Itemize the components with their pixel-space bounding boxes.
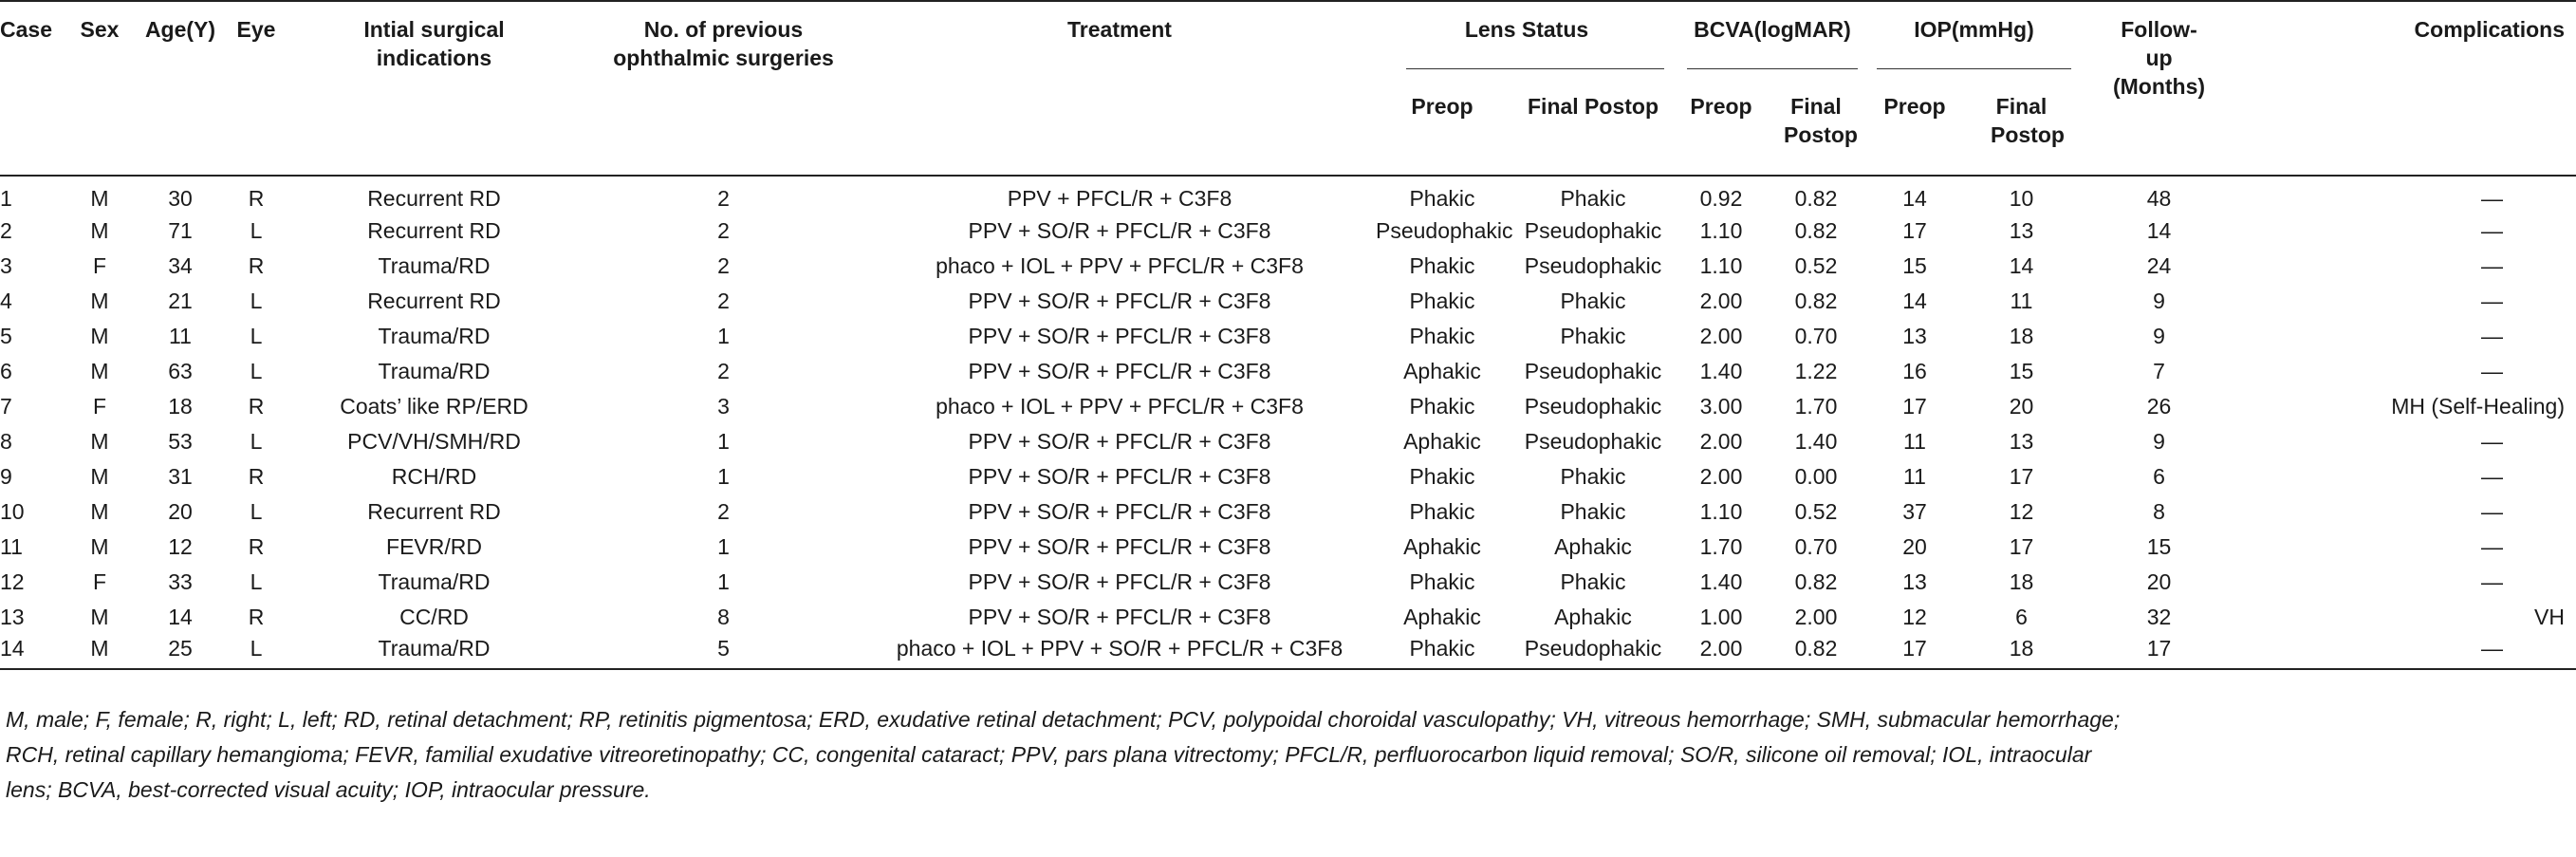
cell-lens-final-postop: Pseudophakic xyxy=(1524,217,1662,243)
cell-bcva-final-postop: 1.22 xyxy=(1794,358,1838,383)
cell-iop-preop: 20 xyxy=(1902,533,1927,559)
cell-followup: 15 xyxy=(2146,533,2172,559)
cell-bcva-preop: 1.40 xyxy=(1699,568,1743,594)
table-row xyxy=(0,423,2576,458)
cell-treatment: PPV + SO/R + PFCL/R + C3F8 xyxy=(968,498,1271,524)
cell-treatment: phaco + IOL + PPV + PFCL/R + C3F8 xyxy=(936,393,1304,419)
cell-bcva-preop: 1.10 xyxy=(1699,498,1743,524)
cell-sex: M xyxy=(90,323,109,348)
cell-treatment: PPV + SO/R + PFCL/R + C3F8 xyxy=(968,323,1271,348)
cell-bcva-preop: 1.70 xyxy=(1699,533,1743,559)
cell-indication: Trauma/RD xyxy=(378,358,491,383)
cell-lens-preop: Phakic xyxy=(1409,186,1475,211)
cell-eye: L xyxy=(250,323,263,348)
table-header xyxy=(0,1,2576,176)
cell-followup: 24 xyxy=(2146,252,2172,278)
cell-treatment: PPV + SO/R + PFCL/R + C3F8 xyxy=(968,568,1271,594)
cell-case: 14 xyxy=(0,634,66,669)
cell-case: 11 xyxy=(0,533,23,559)
cell-indication: Trauma/RD xyxy=(378,252,491,278)
table-row xyxy=(0,529,2576,564)
cell-complications: — xyxy=(2481,288,2503,313)
cell-followup: 26 xyxy=(2146,393,2172,419)
cell-lens-final-postop: Phakic xyxy=(1560,288,1626,313)
cell-case: 10 xyxy=(0,498,25,524)
table-row xyxy=(0,353,2576,388)
cell-bcva-preop: 2.00 xyxy=(1699,323,1743,348)
table-row xyxy=(0,494,2576,529)
header-eye: Eye xyxy=(228,1,285,176)
cell-bcva-final-postop: 0.82 xyxy=(1794,288,1838,313)
cell-eye: R xyxy=(248,463,265,489)
cell-lens-final-postop: Pseudophakic xyxy=(1524,252,1662,278)
cell-sex: M xyxy=(90,217,109,243)
cell-sex: M xyxy=(90,358,109,383)
header-iop-final-postop: Final Postop xyxy=(1962,69,2081,176)
header-treatment: Treatment xyxy=(863,1,1376,176)
cell-followup: 20 xyxy=(2146,568,2172,594)
header-complications: Complications xyxy=(2237,1,2576,176)
cell-bcva-preop: 1.00 xyxy=(1699,604,1743,629)
header-case: Case xyxy=(0,1,66,176)
cell-bcva-preop: 2.00 xyxy=(1677,634,1765,669)
cell-lens-preop: Phakic xyxy=(1409,252,1475,278)
group-divider xyxy=(1687,68,1858,69)
cell-iop-final-postop: 6 xyxy=(2015,604,2028,629)
cell-age: 30 xyxy=(168,186,193,211)
cell-iop-final-postop: 12 xyxy=(2009,498,2034,524)
cell-iop-final-postop: 13 xyxy=(2009,428,2034,454)
cell-lens-preop: Aphakic xyxy=(1403,533,1481,559)
cell-treatment: PPV + SO/R + PFCL/R + C3F8 xyxy=(968,604,1271,629)
cell-treatment: PPV + SO/R + PFCL/R + C3F8 xyxy=(968,428,1271,454)
cell-treatment: PPV + SO/R + PFCL/R + C3F8 xyxy=(968,463,1271,489)
cell-complications: — xyxy=(2237,634,2576,669)
cell-bcva-preop: 0.92 xyxy=(1699,186,1743,211)
cell-indication: RCH/RD xyxy=(391,463,477,489)
cell-lens-preop: Phakic xyxy=(1409,393,1475,419)
cell-lens-preop: Aphakic xyxy=(1403,428,1481,454)
cell-previous-surgeries: 5 xyxy=(584,634,863,669)
cell-age: 34 xyxy=(168,252,193,278)
cell-previous-surgeries: 1 xyxy=(717,533,730,559)
cell-iop-preop: 16 xyxy=(1902,358,1927,383)
cell-sex: F xyxy=(92,568,107,594)
cell-bcva-final-postop: 0.00 xyxy=(1794,463,1838,489)
cell-bcva-preop: 3.00 xyxy=(1699,393,1743,419)
cell-iop-preop: 13 xyxy=(1902,568,1927,594)
cell-bcva-preop: 2.00 xyxy=(1699,288,1743,313)
table-row xyxy=(0,564,2576,599)
cell-complications: — xyxy=(2481,463,2503,489)
cell-iop-preop: 15 xyxy=(1902,252,1927,278)
cell-lens-final-postop: Phakic xyxy=(1560,498,1626,524)
table-footnote xyxy=(6,702,2567,808)
cell-age: 53 xyxy=(168,428,193,454)
cell-age: 25 xyxy=(133,634,228,669)
header-followup: Follow-up (Months) xyxy=(2081,1,2237,176)
cell-followup: 9 xyxy=(2153,428,2165,454)
table-row xyxy=(0,213,2576,248)
cell-lens-final-postop: Pseudophakic xyxy=(1524,428,1662,454)
cell-treatment: PPV + SO/R + PFCL/R + C3F8 xyxy=(968,358,1271,383)
cell-bcva-preop: 2.00 xyxy=(1699,428,1743,454)
cell-lens-preop: Phakic xyxy=(1409,323,1475,348)
cell-eye: R xyxy=(248,252,265,278)
cell-lens-preop: Phakic xyxy=(1409,498,1475,524)
header-iop xyxy=(1867,1,2081,69)
cell-complications: — xyxy=(2481,428,2503,454)
cell-sex: M xyxy=(90,533,109,559)
cell-iop-preop: 12 xyxy=(1902,604,1927,629)
header-bcva-preop: Preop xyxy=(1677,69,1765,176)
cell-iop-final-postop: 11 xyxy=(2010,288,2033,313)
cell-case: 5 xyxy=(0,323,12,348)
cell-iop-final-postop: 20 xyxy=(2009,393,2034,419)
cell-eye: L xyxy=(250,568,263,594)
cell-bcva-final-postop: 0.52 xyxy=(1794,252,1838,278)
cell-previous-surgeries: 2 xyxy=(717,252,730,278)
cell-complications: — xyxy=(2481,498,2503,524)
cell-followup: 6 xyxy=(2153,463,2165,489)
cell-previous-surgeries: 2 xyxy=(717,186,730,211)
cell-indication: FEVR/RD xyxy=(386,533,482,559)
table-row xyxy=(0,634,2576,669)
cell-lens-final-postop: Pseudophakic xyxy=(1524,393,1662,419)
cell-lens-final-postop: Pseudophakic xyxy=(1509,634,1677,669)
cell-sex: M xyxy=(90,498,109,524)
cell-indication: PCV/VH/SMH/RD xyxy=(347,428,521,454)
cell-sex: M xyxy=(90,186,109,211)
cell-age: 71 xyxy=(168,217,193,243)
cell-previous-surgeries: 1 xyxy=(717,568,730,594)
cell-sex: F xyxy=(92,252,107,278)
cell-eye: L xyxy=(250,217,263,243)
header-age: Age(Y) xyxy=(133,1,228,176)
cell-treatment: phaco + IOL + PPV + PFCL/R + C3F8 xyxy=(936,252,1304,278)
cell-lens-final-postop: Aphakic xyxy=(1554,604,1632,629)
cell-lens-preop: Aphakic xyxy=(1403,358,1481,383)
cell-complications: VH xyxy=(2534,604,2565,629)
cell-sex: M xyxy=(90,463,109,489)
table-row xyxy=(0,283,2576,318)
cell-case: 12 xyxy=(0,568,25,594)
cell-age: 20 xyxy=(168,498,193,524)
cell-iop-final-postop: 18 xyxy=(2009,323,2034,348)
cell-eye: R xyxy=(248,186,265,211)
table-row xyxy=(0,176,2576,213)
cell-eye: L xyxy=(250,428,263,454)
cell-treatment: phaco + IOL + PPV + SO/R + PFCL/R + C3F8 xyxy=(863,634,1376,669)
cell-case: 4 xyxy=(0,288,12,313)
cell-eye: R xyxy=(248,604,265,629)
cell-lens-preop: Phakic xyxy=(1409,568,1475,594)
cell-treatment: PPV + SO/R + PFCL/R + C3F8 xyxy=(968,533,1271,559)
cell-lens-final-postop: Phakic xyxy=(1560,463,1626,489)
cell-indication: Recurrent RD xyxy=(367,186,501,211)
header-indications: Intial surgical indications xyxy=(285,1,584,176)
cell-bcva-preop: 1.40 xyxy=(1699,358,1743,383)
cell-lens-final-postop: Phakic xyxy=(1560,323,1626,348)
cell-iop-final-postop: 10 xyxy=(2009,186,2034,211)
cell-complications: — xyxy=(2481,568,2503,594)
cell-age: 63 xyxy=(168,358,193,383)
cell-iop-preop: 13 xyxy=(1902,323,1927,348)
cell-eye: L xyxy=(228,634,285,669)
cell-iop-preop: 37 xyxy=(1902,498,1927,524)
cell-followup: 9 xyxy=(2153,288,2165,313)
cell-sex: F xyxy=(92,393,107,419)
cell-bcva-final-postop: 0.70 xyxy=(1794,533,1838,559)
cell-followup: 8 xyxy=(2153,498,2165,524)
cell-lens-final-postop: Pseudophakic xyxy=(1524,358,1662,383)
cell-indication: Trauma/RD xyxy=(285,634,584,669)
cell-complications: — xyxy=(2481,323,2503,348)
cell-age: 12 xyxy=(168,533,193,559)
cell-indication: Recurrent RD xyxy=(367,217,501,243)
table-row xyxy=(0,599,2576,634)
cell-previous-surgeries: 2 xyxy=(717,288,730,313)
header-bcva xyxy=(1677,1,1867,69)
cell-bcva-final-postop: 0.70 xyxy=(1794,323,1838,348)
cell-treatment: PPV + PFCL/R + C3F8 xyxy=(1007,186,1232,211)
cell-bcva-preop: 1.10 xyxy=(1699,252,1743,278)
cell-bcva-final-postop: 2.00 xyxy=(1794,604,1838,629)
header-iop-label: IOP(mmHg) xyxy=(1914,17,2034,42)
cell-previous-surgeries: 2 xyxy=(717,358,730,383)
cell-iop-final-postop: 17 xyxy=(2009,463,2034,489)
cell-lens-preop: Phakic xyxy=(1376,634,1509,669)
cell-lens-final-postop: Phakic xyxy=(1560,568,1626,594)
cell-age: 21 xyxy=(168,288,193,313)
cell-bcva-final-postop: 0.52 xyxy=(1794,498,1838,524)
cell-previous-surgeries: 3 xyxy=(717,393,730,419)
cell-previous-surgeries: 2 xyxy=(717,217,730,243)
table-row xyxy=(0,318,2576,353)
cell-indication: Trauma/RD xyxy=(378,568,491,594)
cell-indication: CC/RD xyxy=(399,604,469,629)
cell-age: 33 xyxy=(168,568,193,594)
cell-iop-preop: 17 xyxy=(1902,217,1927,243)
cell-indication: Recurrent RD xyxy=(367,288,501,313)
cell-followup: 14 xyxy=(2146,217,2172,243)
group-divider xyxy=(1406,68,1664,69)
cell-lens-preop: Phakic xyxy=(1409,463,1475,489)
cell-complications: — xyxy=(2481,217,2503,243)
header-previous-surgeries: No. of previous ophthalmic surgeries xyxy=(584,1,863,176)
cell-eye: R xyxy=(248,393,265,419)
cell-iop-preop: 11 xyxy=(1903,463,1926,489)
cell-treatment: PPV + SO/R + PFCL/R + C3F8 xyxy=(968,217,1271,243)
header-sex: Sex xyxy=(66,1,133,176)
cell-followup: 7 xyxy=(2153,358,2165,383)
table-body xyxy=(0,176,2576,669)
cell-treatment: PPV + SO/R + PFCL/R + C3F8 xyxy=(968,288,1271,313)
cell-age: 14 xyxy=(168,604,193,629)
cell-previous-surgeries: 1 xyxy=(717,323,730,348)
cell-bcva-preop: 1.10 xyxy=(1699,217,1743,243)
cell-case: 9 xyxy=(0,463,12,489)
cell-complications: — xyxy=(2481,252,2503,278)
table-row xyxy=(0,388,2576,423)
cell-iop-preop: 17 xyxy=(1867,634,1962,669)
header-iop-preop: Preop xyxy=(1867,69,1962,176)
cell-bcva-preop: 2.00 xyxy=(1699,463,1743,489)
table-row xyxy=(0,458,2576,494)
group-divider xyxy=(1877,68,2071,69)
cell-case: 13 xyxy=(0,604,25,629)
footnote-line: M, male; F, female; R, right; L, left; RD, retinal detachment; RP, retinitis pigmentosa; ERD, exudative retinal detachment; PCV, polypoidal choroidal vasculopathy; VH, vitreous hemorrhage; SMH, submacular hemorrhage; xyxy=(6,707,2121,732)
cell-age: 11 xyxy=(169,323,192,348)
cell-iop-final-postop: 13 xyxy=(2009,217,2034,243)
cell-previous-surgeries: 1 xyxy=(717,428,730,454)
cell-complications: — xyxy=(2481,533,2503,559)
cell-previous-surgeries: 1 xyxy=(717,463,730,489)
cell-eye: R xyxy=(248,533,265,559)
cell-case: 8 xyxy=(0,428,12,454)
cell-sex: M xyxy=(90,428,109,454)
cell-case: 2 xyxy=(0,217,12,243)
cell-indication: Trauma/RD xyxy=(378,323,491,348)
cell-iop-final-postop: 15 xyxy=(2009,358,2034,383)
cell-case: 1 xyxy=(0,186,12,211)
cell-iop-preop: 11 xyxy=(1903,428,1926,454)
cell-eye: L xyxy=(250,288,263,313)
header-bcva-label: BCVA(logMAR) xyxy=(1694,17,1851,42)
table-row xyxy=(0,248,2576,283)
cell-age: 18 xyxy=(168,393,193,419)
cell-lens-preop: Pseudophakic xyxy=(1376,217,1513,243)
cell-bcva-final-postop: 1.70 xyxy=(1794,393,1838,419)
cell-age: 31 xyxy=(168,463,193,489)
cell-previous-surgeries: 2 xyxy=(717,498,730,524)
header-lens-preop: Preop xyxy=(1376,69,1509,176)
cell-complications: — xyxy=(2481,186,2503,211)
header-lens-status-label: Lens Status xyxy=(1464,17,1589,42)
cell-iop-final-postop: 14 xyxy=(2009,252,2034,278)
cell-bcva-final-postop: 0.82 xyxy=(1794,217,1838,243)
cell-indication: Recurrent RD xyxy=(367,498,501,524)
cell-complications: — xyxy=(2481,358,2503,383)
cell-previous-surgeries: 8 xyxy=(717,604,730,629)
cell-followup: 9 xyxy=(2153,323,2165,348)
cell-iop-preop: 14 xyxy=(1902,288,1927,313)
cell-indication: Coats’ like RP/ERD xyxy=(340,393,528,419)
cell-eye: L xyxy=(250,358,263,383)
cell-iop-final-postop: 18 xyxy=(1962,634,2081,669)
cell-iop-final-postop: 17 xyxy=(2009,533,2034,559)
cell-lens-final-postop: Phakic xyxy=(1560,186,1626,211)
cell-sex: M xyxy=(90,288,109,313)
cell-sex: M xyxy=(90,604,109,629)
cell-iop-final-postop: 18 xyxy=(2009,568,2034,594)
cell-iop-preop: 14 xyxy=(1902,186,1927,211)
cell-complications: MH (Self-Healing) xyxy=(2391,393,2565,419)
header-lens-status xyxy=(1376,1,1677,69)
cell-followup: 17 xyxy=(2081,634,2237,669)
cell-bcva-final-postop: 0.82 xyxy=(1794,186,1838,211)
cell-sex: M xyxy=(66,634,133,669)
header-bcva-final-postop: Final Postop xyxy=(1765,69,1867,176)
cell-lens-preop: Phakic xyxy=(1409,288,1475,313)
cell-case: 7 xyxy=(0,393,12,419)
header-lens-final-postop: Final Postop xyxy=(1509,69,1677,176)
cell-case: 6 xyxy=(0,358,12,383)
cell-eye: L xyxy=(250,498,263,524)
footnote-line: RCH, retinal capillary hemangioma; FEVR, familial exudative vitreoretinopathy; CC, congenital cataract; PPV, pars plana vitrectomy; PFCL/R, perfluorocarbon liquid removal; SO/R, silicone oil removal; IOL, intraocular xyxy=(6,742,2092,767)
cell-bcva-final-postop: 0.82 xyxy=(1765,634,1867,669)
cell-bcva-final-postop: 0.82 xyxy=(1794,568,1838,594)
cell-iop-preop: 17 xyxy=(1902,393,1927,419)
cell-lens-preop: Aphakic xyxy=(1403,604,1481,629)
cell-lens-final-postop: Aphakic xyxy=(1554,533,1632,559)
cell-bcva-final-postop: 1.40 xyxy=(1794,428,1838,454)
cell-followup: 48 xyxy=(2146,186,2172,211)
cell-case: 3 xyxy=(0,252,12,278)
cell-followup: 32 xyxy=(2146,604,2172,629)
footnote-line: lens; BCVA, best-corrected visual acuity; IOP, intraocular pressure. xyxy=(6,777,651,802)
